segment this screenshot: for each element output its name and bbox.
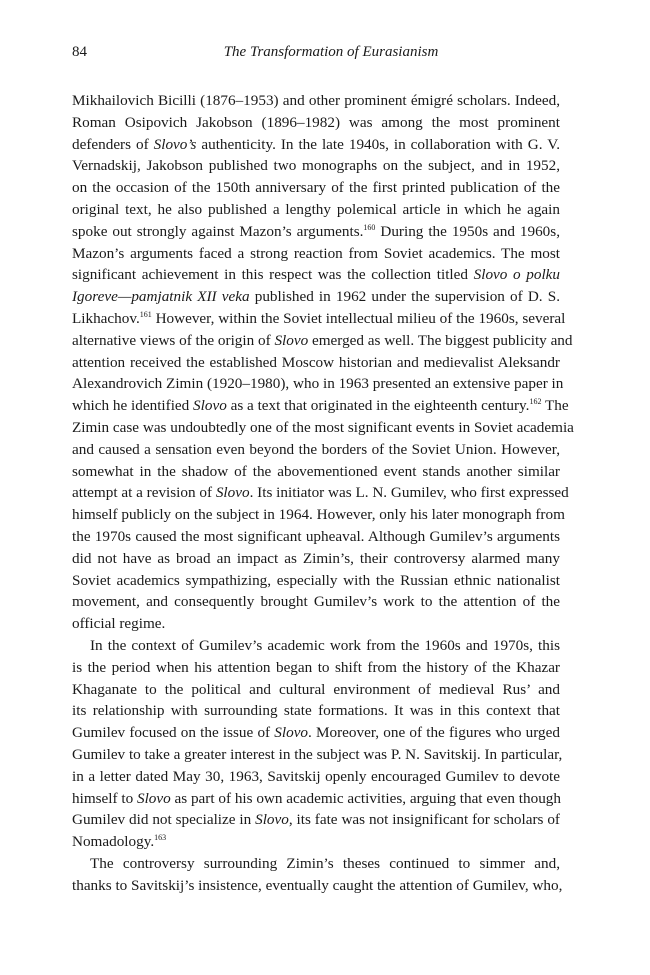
italic-text: Slovo bbox=[136, 789, 171, 807]
text-segment: Khaganate to the political and cultural environment of medieval Rus’ and bbox=[72, 680, 560, 698]
text-line bbox=[72, 373, 564, 395]
text-segment: original text, he also published a lengthy polemical article in which he again bbox=[72, 200, 560, 218]
italic-text: Slovo bbox=[274, 331, 309, 349]
text-line bbox=[72, 395, 569, 417]
text-segment: which he identified bbox=[72, 397, 194, 415]
text-segment: attention received the established Moscow historian and medievalist Aleksandr bbox=[72, 353, 560, 371]
text-segment: spoke out strongly against Mazon’s arguments. bbox=[72, 222, 364, 240]
text-line bbox=[72, 853, 560, 875]
text-segment: emerged as well. The biggest publicity and bbox=[308, 331, 573, 349]
page-header bbox=[72, 44, 560, 68]
text-segment: Roman Osipovich Jakobson (1896–1982) was among the most prominent bbox=[72, 113, 560, 131]
text-segment: In the context of Gumilev’s academic work from the 1960s and 1970s, this bbox=[90, 636, 560, 654]
text-segment: alternative views of the origin of bbox=[72, 331, 275, 349]
text-line bbox=[72, 461, 560, 483]
italic-text: Slovo bbox=[193, 397, 227, 415]
text-segment: Mikhailovich Bicilli (1876–1953) and other prominent émigré scholars. Indeed, bbox=[72, 92, 560, 109]
italic-text: Slovo bbox=[215, 484, 250, 502]
text-line bbox=[72, 875, 563, 897]
text-segment: During the 1950s and 1960s, bbox=[375, 222, 560, 240]
text-segment: and caused a sensation even beyond the borders of the Soviet Union. However, bbox=[72, 440, 560, 458]
text-segment: However, within the Soviet intellectual milieu of the 1960s, several bbox=[151, 309, 566, 327]
text-line bbox=[72, 700, 560, 722]
text-line bbox=[72, 788, 560, 810]
text-line bbox=[72, 744, 563, 766]
text-line bbox=[72, 570, 560, 592]
text-segment: in a letter dated May 30, 1963, Savitskij openly encouraged Gumilev to devote bbox=[72, 767, 560, 785]
text-segment: defenders of bbox=[72, 135, 154, 153]
footnote-ref: 163 bbox=[154, 833, 167, 843]
text-segment: Vernadskij, Jakobson published two monographs on the subject, and in 1952, bbox=[72, 157, 560, 175]
running-title: The Transformation of Eurasianism bbox=[223, 44, 439, 60]
text-line bbox=[72, 264, 560, 286]
text-segment: The controversy surrounding Zimin’s theses continued to simmer and, bbox=[90, 854, 560, 872]
text-segment: is the period when his attention began to shift from the history of the Khazar bbox=[72, 658, 560, 676]
text-line bbox=[72, 591, 560, 613]
text-line bbox=[72, 417, 574, 439]
text-line bbox=[72, 112, 560, 134]
text-line bbox=[72, 809, 560, 831]
text-segment: its relationship with surrounding state formations. It was in this context that bbox=[72, 702, 560, 720]
text-line bbox=[72, 308, 566, 330]
text-line bbox=[72, 766, 560, 788]
text-line bbox=[72, 613, 560, 635]
text-line bbox=[72, 177, 560, 199]
italic-text: Slovo’s bbox=[153, 135, 197, 153]
text-segment: official regime. bbox=[72, 615, 166, 633]
text-line bbox=[72, 330, 573, 352]
text-line bbox=[72, 679, 560, 701]
text-line bbox=[72, 243, 560, 265]
text-line bbox=[72, 482, 569, 504]
text-line bbox=[72, 199, 560, 221]
text-line bbox=[72, 635, 560, 657]
page-number: 84 bbox=[72, 44, 87, 60]
text-line bbox=[72, 90, 560, 112]
text-line bbox=[72, 134, 560, 156]
text-segment: Likhachov. bbox=[72, 309, 140, 327]
italic-text: Slovo bbox=[255, 811, 289, 829]
text-segment: as a text that originated in the eighteenth century. bbox=[226, 397, 530, 415]
text-line bbox=[72, 831, 560, 853]
text-segment: did not have as broad an impact as Zimin’s, their controversy alarmed many bbox=[72, 549, 560, 567]
text-line bbox=[72, 439, 560, 461]
text-line bbox=[72, 155, 560, 177]
text-segment: movement, and consequently brought Gumilev’s work to the attention of the bbox=[72, 593, 560, 611]
text-segment: authenticity. In the late 1940s, in collaboration with G. V. bbox=[196, 135, 561, 153]
text-segment: The bbox=[541, 397, 569, 415]
footnote-ref: 160 bbox=[363, 222, 376, 232]
text-segment: the 1970s caused the most significant upheaval. Although Gumilev’s arguments bbox=[72, 527, 560, 545]
text-line bbox=[72, 352, 560, 374]
text-segment: himself publicly on the subject in 1964. However, only his later monograph from bbox=[72, 506, 565, 524]
footnote-ref: 162 bbox=[529, 397, 542, 407]
text-segment: published in 1962 under the supervision of D. S. bbox=[249, 288, 560, 306]
text-line bbox=[72, 286, 560, 308]
text-line bbox=[72, 221, 560, 243]
footnote-ref: 161 bbox=[139, 309, 152, 319]
text-segment: attempt at a revision of bbox=[72, 484, 216, 502]
body-text bbox=[72, 90, 574, 896]
text-segment: Nomadology. bbox=[72, 833, 155, 851]
italic-text: Slovo bbox=[274, 724, 309, 742]
text-segment: on the occasion of the 150th anniversary of the first printed publication of the bbox=[72, 179, 560, 197]
text-segment: Mazon’s arguments faced a strong reaction from Soviet academics. The most bbox=[72, 244, 560, 262]
text-segment: somewhat in the shadow of the abovementioned event stands another similar bbox=[72, 462, 560, 480]
text-segment: . Moreover, one of the figures who urged bbox=[308, 724, 560, 742]
italic-text: Igoreve—pamjatnik XII veka bbox=[72, 288, 250, 306]
text-segment: himself to bbox=[72, 789, 137, 807]
text-segment: Gumilev did not specialize in bbox=[72, 811, 256, 829]
text-segment: Gumilev focused on the issue of bbox=[72, 724, 275, 742]
text-line bbox=[72, 548, 560, 570]
text-segment: significant achievement in this respect was the collection titled bbox=[72, 266, 474, 284]
text-segment: Soviet academics sympathizing, especially with the Russian ethnic nationalist bbox=[72, 571, 560, 589]
text-segment: Zimin case was undoubtedly one of the most significant events in Soviet academia bbox=[72, 418, 574, 436]
text-line bbox=[72, 722, 560, 744]
text-segment: , its fate was not insignificant for scholars of bbox=[288, 811, 560, 829]
text-line bbox=[72, 526, 560, 548]
text-line bbox=[72, 504, 565, 526]
italic-text: Slovo o polku bbox=[473, 266, 560, 284]
text-segment: as part of his own academic activities, arguing that even though bbox=[170, 789, 561, 807]
text-line bbox=[72, 657, 560, 679]
text-segment: . Its initiator was L. N. Gumilev, who first expressed bbox=[249, 484, 569, 502]
text-segment: thanks to Savitskij’s insistence, eventually caught the attention of Gumilev, who, bbox=[72, 876, 563, 894]
text-segment: Alexandrovich Zimin (1920–1980), who in 1963 presented an extensive paper in bbox=[72, 375, 564, 393]
text-segment: Gumilev to take a greater interest in the subject was P. N. Savitskij. In particular, bbox=[72, 745, 563, 763]
